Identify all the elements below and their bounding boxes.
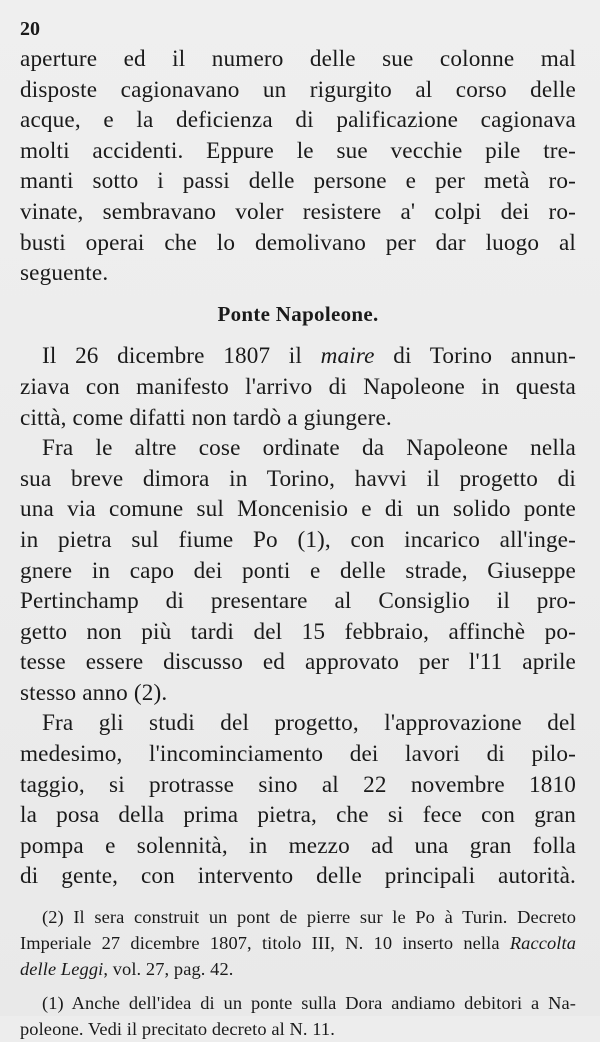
intro-paragraph — [20, 44, 576, 289]
footnote-line: (2) Il sera construit un pont de pierre sur le Po à Turin. Decreto — [42, 907, 576, 928]
text-line — [20, 341, 576, 372]
text-line: disposte cagionavano un rigurgito al corso delle — [20, 76, 576, 103]
text-segment: Il 26 dicembre 1807 il — [42, 343, 321, 370]
footnote-line: (1) Anche dell'idea di un ponte sulla Dora andiamo debitori a Na- — [42, 993, 576, 1014]
text-segment: , vol. 27, pag. 42. — [103, 959, 234, 980]
text-line: manti sotto i passi delle persone e per metà ro- — [20, 168, 576, 195]
paragraph-1 — [20, 341, 576, 433]
italic-word: delle Leggi — [20, 959, 104, 980]
footnotes — [20, 904, 576, 1042]
text-line: una via comune sul Moncenisio e di un solido ponte — [20, 496, 576, 523]
text-line: aperture ed il numero delle sue colonne mal — [20, 46, 576, 72]
text-line: Fra le altre cose ordinate da Napoleone nella — [42, 435, 576, 462]
text-segment: Imperiale 27 dicembre 1807, titolo III, N. 10 inserto nella — [20, 933, 510, 954]
text-line: sua breve dimora in Torino, havvi il progetto di — [20, 465, 576, 492]
text-line: ziava con manifesto l'arrivo di Napoleone in questa — [20, 373, 576, 400]
paragraph-2 — [20, 433, 576, 708]
text-line: Fra gli studi del progetto, l'approvazione del — [42, 710, 576, 737]
text-line: getto non più tardi del 15 febbraio, affinchè po- — [20, 618, 576, 645]
text-line: la posa della prima pietra, che si fece con gran — [20, 802, 576, 829]
text-line: medesimo, l'incominciamento dei lavori di pilo- — [20, 741, 576, 768]
italic-word: Raccolta — [509, 933, 576, 954]
text-line: stesso anno (2). — [20, 679, 168, 706]
text-line: di gente, con intervento delle principali autorità. — [20, 863, 576, 890]
text-line: taggio, si protrasse sino al 22 novembre 1810 — [20, 771, 576, 798]
page-number: 20 — [20, 18, 40, 40]
text-line: vinate, sembravano voler resistere a' colpi dei ro- — [20, 198, 576, 225]
text-line: Pertinchamp di presentare al Consiglio il pro- — [20, 588, 576, 615]
text-line: tesse essere discusso ed approvato per l'11 aprile — [20, 649, 576, 676]
footnote-2 — [20, 904, 576, 982]
text-line: pompa e solennità, in mezzo ad una gran folla — [20, 832, 576, 859]
text-line: busti operai che lo demolivano per dar luogo al — [20, 229, 576, 256]
footnote-line — [20, 930, 576, 956]
footnote-line — [20, 956, 576, 982]
text-segment: di Torino annun- — [374, 343, 576, 370]
body-text — [20, 44, 576, 892]
footnote-1 — [20, 990, 576, 1042]
section-title: Ponte Napoleone. — [217, 301, 379, 326]
footnote-line: poleone. Vedi il precitato decreto al N. 11. — [20, 1019, 335, 1040]
text-line: acque, e la deficienza di palificazione cagionava — [20, 107, 576, 134]
italic-word: maire — [320, 343, 375, 370]
text-line: città, come difatti non tardò a giungere. — [20, 404, 392, 431]
paragraph-3 — [20, 708, 576, 892]
text-line: molti accidenti. Eppure le sue vecchie pile tre- — [20, 137, 576, 164]
text-line: gnere in capo dei ponti e delle strade, Giuseppe — [20, 557, 576, 584]
text-line: seguente. — [20, 260, 109, 287]
text-line: in pietra sul fiume Po (1), con incarico all'inge- — [20, 526, 576, 553]
